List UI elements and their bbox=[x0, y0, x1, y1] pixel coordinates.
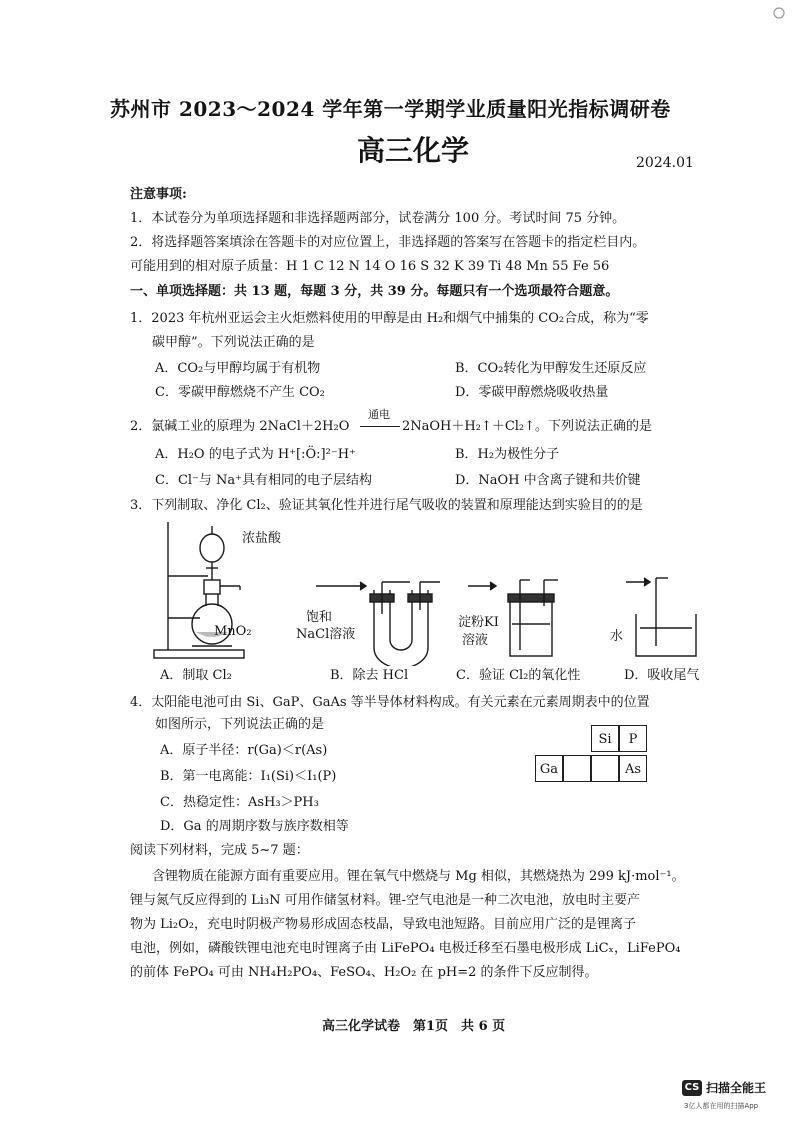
q4-option-a: A．原子半径：r(Ga)＜r(As) bbox=[160, 743, 328, 758]
cell-empty bbox=[563, 755, 591, 782]
notice-item-2: 2．将选择题答案填涂在答题卡的对应位置上，非选择题的答案写在答题卡的指定栏目内。 bbox=[130, 235, 646, 250]
page-footer: 高三化学试卷 第1页 共 6 页 bbox=[322, 1019, 506, 1034]
camscanner-name: 扫描全能王 bbox=[706, 1081, 767, 1095]
periodic-table-fragment bbox=[535, 725, 649, 787]
reading-line-1: 含锂物质在能源方面有重要应用。锂在氧气中燃烧与 Mg 相似，其燃烧热为 299 kJ·mol⁻¹。 bbox=[152, 869, 685, 884]
label-water: 水 bbox=[610, 629, 624, 644]
q3-option-a: A．制取 Cl₂ bbox=[160, 668, 232, 683]
apparatus-d bbox=[626, 578, 696, 656]
lab-apparatus-figure bbox=[140, 518, 710, 666]
section-heading: 一、单项选择题：共 13 题，每题 3 分，共 39 分。每题只有一个选项最符合题意。 bbox=[130, 284, 619, 299]
q1-option-c: C．零碳甲醇燃烧不产生 CO₂ bbox=[155, 385, 325, 400]
reaction-arrow-line bbox=[360, 426, 400, 427]
atomic-masses: 可能用到的相对原子质量：H 1 C 12 N 14 O 16 S 32 K 39 Ti 48 Mn 55 Fe 56 bbox=[130, 259, 610, 274]
q3-option-b: B．除去 HCl bbox=[330, 668, 409, 683]
q2-option-a: A．H₂O 的电子式为 H⁺[:Ö:]²⁻H⁺ bbox=[155, 447, 356, 462]
q1-option-d: D．零碳甲醇燃烧吸收热量 bbox=[455, 385, 609, 400]
exam-date: 2024.01 bbox=[636, 155, 694, 171]
notice-heading: 注意事项: bbox=[130, 187, 187, 202]
camscanner-logo: CS bbox=[682, 1080, 702, 1096]
q2-option-c: C．Cl⁻与 Na⁺具有相同的电子层结构 bbox=[155, 473, 373, 488]
q2-stem-pre: 2．氯碱工业的原理为 2NaCl＋2H₂O bbox=[130, 419, 350, 434]
cell-si: Si bbox=[591, 725, 619, 752]
q1-option-a: A．CO₂与甲醇均属于有机物 bbox=[155, 361, 321, 376]
cell-p: P bbox=[619, 725, 647, 752]
q3-stem: 3．下列制取、净化 Cl₂、验证其氧化性并进行尾气吸收的装置和原理能达到实验目的的是 bbox=[130, 498, 643, 513]
q1-stem: 1．2023 年杭州亚运会主火炬燃料使用的甲醇是由 H₂和烟气中捕集的 CO₂合成，称为“零 bbox=[130, 311, 649, 326]
q4-option-d: D．Ga 的周期序数与族序数相等 bbox=[160, 819, 349, 834]
q1-stem-cont: 碳甲醇”。下列说法正确的是 bbox=[152, 335, 315, 350]
q3-option-c: C．验证 Cl₂的氧化性 bbox=[456, 668, 581, 683]
reading-line-4: 电池，例如，磷酸铁锂电池充电时锂离子由 LiFePO₄ 电极迁移至石墨电极形成 LiCₓ，LiFePO₄ bbox=[130, 941, 681, 956]
q4-stem: 4．太阳能电池可由 Si、GaP、GaAs 等半导体材料构成。有关元素在元素周期表中的位置 bbox=[130, 695, 650, 710]
notice-item-1: 1．本试卷分为单项选择题和非选择题两部分，试卷满分 100 分。考试时间 75 分钟。 bbox=[130, 211, 626, 226]
reading-line-5: 的前体 FePO₄ 可由 NH₄H₂PO₄、FeSO₄、H₂O₂ 在 pH=2 的条件下反应制得。 bbox=[130, 965, 598, 980]
label-ki-2: 溶液 bbox=[462, 633, 489, 648]
reading-line-2: 锂与氮气反应得到的 Li₃N 可用作储氢材料。锂-空气电池是一种二次电池，放电时主要产 bbox=[130, 893, 641, 908]
q4-stem-cont: 如图所示，下列说法正确的是 bbox=[155, 717, 325, 732]
q2-stem-post: 2NaOH＋H₂↑＋Cl₂↑。下列说法正确的是 bbox=[402, 419, 653, 434]
reading-intro: 阅读下列材料，完成 5~7 题： bbox=[130, 843, 309, 858]
q2-condition: 通电 bbox=[368, 408, 390, 421]
exam-title: 苏州市 2023～2024 学年第一学期学业质量阳光指标调研卷 bbox=[110, 97, 671, 121]
camscanner-tagline: 3亿人都在用的扫描App bbox=[684, 1102, 759, 1110]
cell-ga: Ga bbox=[535, 755, 563, 782]
label-conc-hcl: 浓盐酸 bbox=[242, 531, 282, 546]
q4-option-c: C．热稳定性：AsH₃＞PH₃ bbox=[160, 795, 319, 810]
label-ki-1: 淀粉KI bbox=[458, 615, 499, 630]
apparatus-b bbox=[316, 582, 440, 666]
q3-option-d: D．吸收尾气 bbox=[624, 668, 700, 683]
q2-option-d: D．NaOH 中含离子键和共价键 bbox=[455, 473, 641, 488]
reading-line-3: 物为 Li₂O₂，充电时阴极产物易形成固态枝晶，导致电池短路。目前应用广泛的是锂离子 bbox=[130, 917, 637, 932]
subject-title: 高三化学 bbox=[357, 134, 470, 167]
label-mno2: MnO₂ bbox=[214, 624, 252, 639]
q2-option-b: B．H₂为极性分子 bbox=[455, 447, 560, 462]
scan-corner-icon bbox=[772, 6, 786, 20]
label-nacl-1: 饱和 bbox=[306, 610, 333, 625]
cell-empty-2 bbox=[591, 755, 619, 782]
label-nacl-2: NaCl溶液 bbox=[296, 627, 356, 642]
q1-option-b: B．CO₂转化为甲醇发生还原反应 bbox=[455, 361, 647, 376]
q4-option-b: B．第一电离能：I₁(Si)＜I₁(P) bbox=[160, 769, 337, 784]
cell-as: As bbox=[619, 755, 647, 782]
